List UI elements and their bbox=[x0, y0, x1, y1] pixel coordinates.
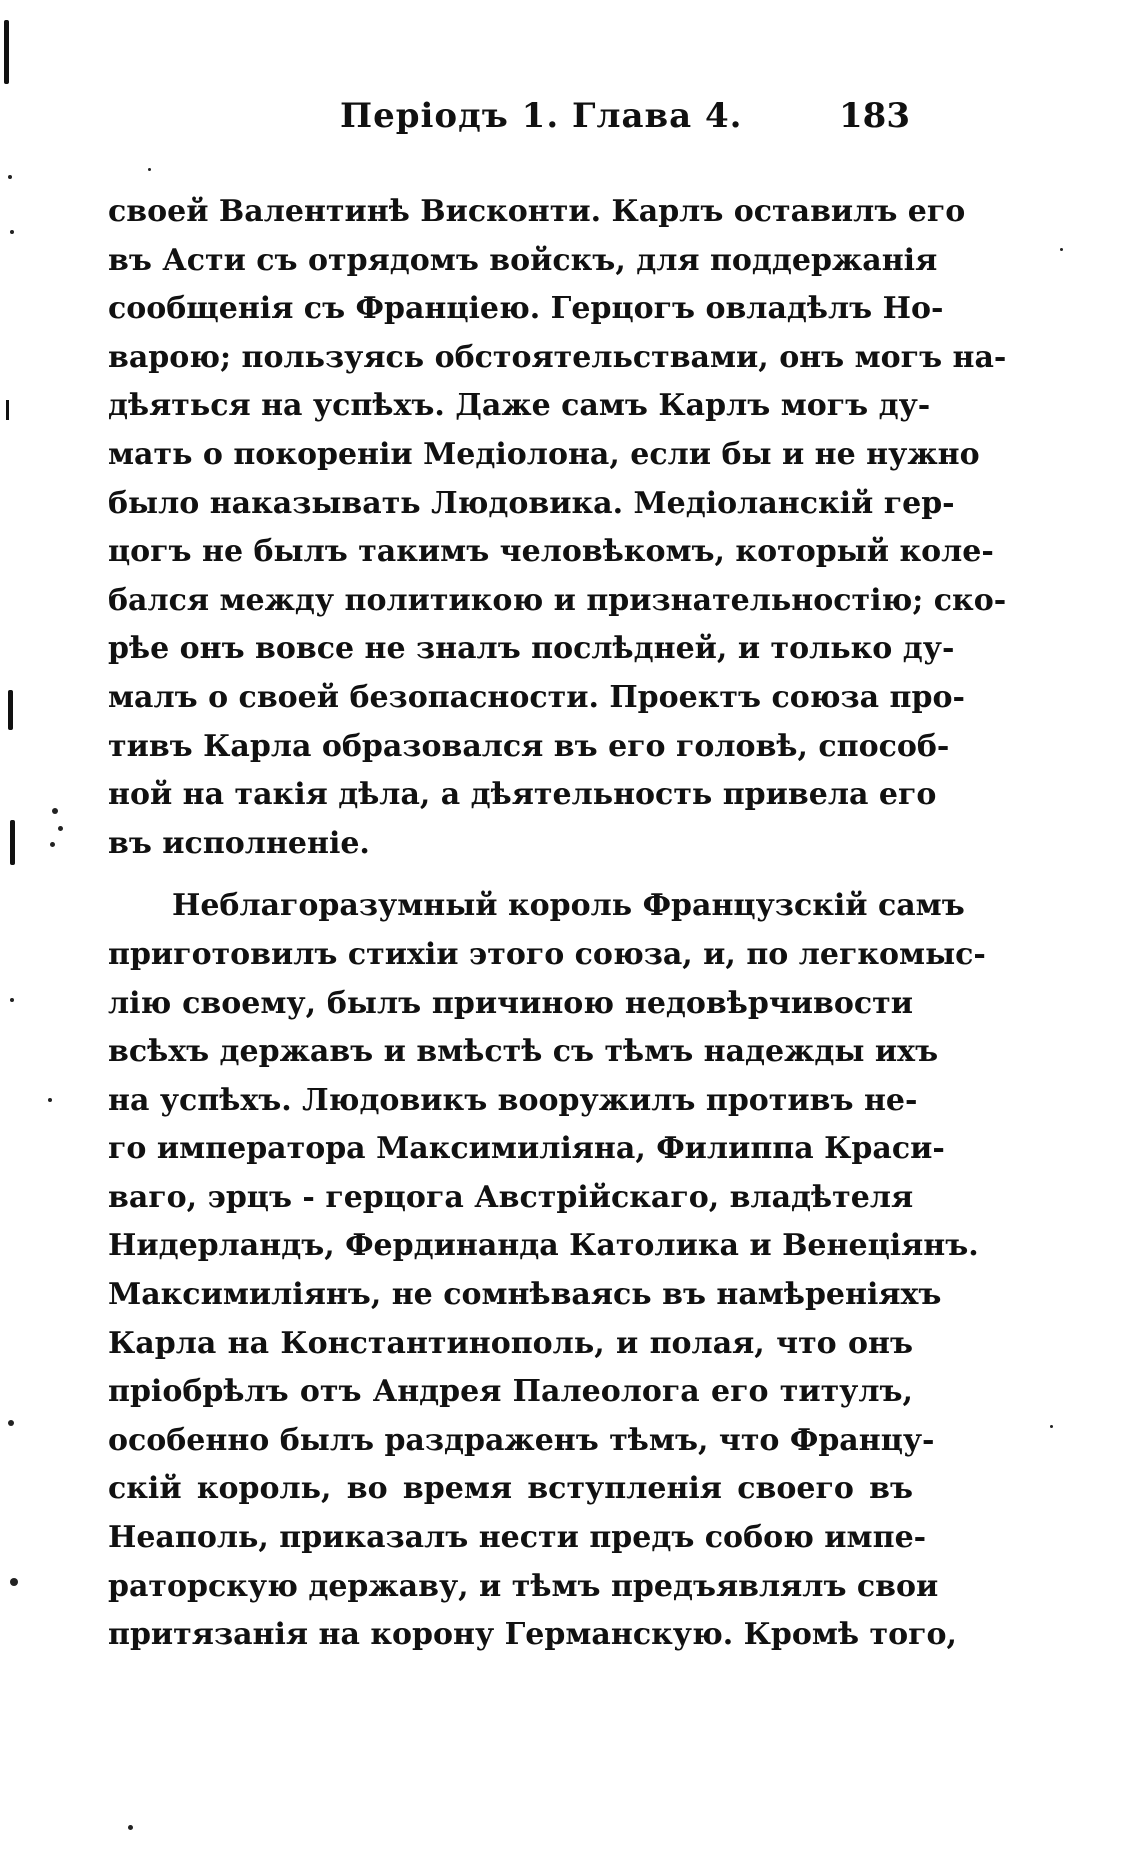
scan-speck bbox=[148, 168, 151, 171]
text-line: ваго, эрцъ - герцога Австрійскаго, владѣтеля bbox=[108, 1179, 914, 1215]
scan-speck bbox=[1050, 1425, 1053, 1428]
text-line: было наказывать Людовика. Медіоланскій гер- bbox=[108, 485, 955, 521]
paragraph-1 bbox=[108, 188, 1007, 868]
text-line: раторскую державу, и тѣмъ предъявлялъ свои bbox=[108, 1568, 939, 1604]
scan-speck bbox=[52, 808, 58, 814]
text-line: го императора Максимиліяна, Филиппа Краси- bbox=[108, 1131, 945, 1167]
text-line: Неблагоразумный король Французскій самъ bbox=[172, 888, 965, 924]
text-line: пріобрѣлъ отъ Андрея Палеолога его титулъ, bbox=[108, 1374, 913, 1410]
scan-edge-mark bbox=[6, 400, 9, 420]
scan-speck bbox=[128, 1825, 133, 1830]
paragraph-gap bbox=[108, 868, 913, 882]
paragraph-2 bbox=[108, 882, 986, 1660]
text-line: въ исполненіе. bbox=[108, 825, 370, 861]
scan-edge-mark bbox=[4, 20, 9, 84]
text-line: Карла на Константинополь, и полая, что онъ bbox=[108, 1325, 913, 1361]
scan-edge-mark bbox=[8, 690, 13, 730]
text-line: въ Асти съ отрядомъ войскъ, для поддержанія bbox=[108, 242, 938, 278]
text-line: тивъ Карла образовался въ его головѣ, способ- bbox=[108, 728, 950, 764]
text-line: дѣяться на успѣхъ. Даже самъ Карлъ могъ ду- bbox=[108, 388, 931, 424]
page-header bbox=[340, 96, 910, 156]
scan-speck bbox=[10, 1578, 18, 1586]
page-number: 183 bbox=[839, 96, 910, 136]
scan-speck bbox=[48, 1098, 52, 1102]
scan-speck bbox=[50, 842, 55, 847]
text-line: всѣхъ державъ и вмѣстѣ съ тѣмъ надежды ихъ bbox=[108, 1034, 939, 1070]
text-line: цогъ не былъ такимъ человѣкомъ, который коле- bbox=[108, 534, 994, 570]
body-text bbox=[108, 188, 1007, 1660]
text-line: своей Валентинѣ Висконти. Карлъ оставилъ его bbox=[108, 194, 966, 229]
text-line: особенно былъ раздраженъ тѣмъ, что Францу- bbox=[108, 1422, 935, 1458]
scan-speck bbox=[58, 826, 63, 831]
text-line: приготовилъ стихіи этого союза, и, по легкомыс- bbox=[108, 936, 986, 972]
scan-edge-mark bbox=[10, 820, 15, 865]
running-head: Періодъ 1. Глава 4. bbox=[340, 96, 743, 136]
text-line: сообщенія съ Франціею. Герцогъ овладѣлъ Но- bbox=[108, 291, 944, 327]
text-line: варою; пользуясь обстоятельствами, онъ могъ на- bbox=[108, 339, 1007, 375]
scan-speck bbox=[8, 175, 12, 179]
text-line: малъ о своей безопасности. Проектъ союза про- bbox=[108, 679, 965, 715]
text-line: Неаполь, приказалъ нести предъ собою импе- bbox=[108, 1520, 927, 1556]
scan-speck bbox=[1060, 248, 1063, 251]
text-line: лію своему, былъ причиною недовѣрчивости bbox=[108, 985, 913, 1021]
text-line: на успѣхъ. Людовикъ вооружилъ противъ не- bbox=[108, 1082, 918, 1118]
scan-speck bbox=[10, 230, 14, 234]
text-line: Нидерландъ, Фердинанда Католика и Венеціянъ. bbox=[108, 1228, 979, 1264]
scan-speck bbox=[10, 998, 14, 1002]
text-line: бался между политикою и признательностію; ско- bbox=[108, 582, 1007, 618]
text-line: притязанія на корону Германскую. Кромѣ того, bbox=[108, 1617, 957, 1653]
text-line: ной на такія дѣла, а дѣятельность привела его bbox=[108, 777, 937, 813]
text-line: скій король, во время вступленія своего въ bbox=[108, 1471, 913, 1507]
text-line: рѣе онъ вовсе не зналъ послѣдней, и только ду- bbox=[108, 631, 955, 667]
scan-speck bbox=[8, 1420, 14, 1426]
text-line: Максимиліянъ, не сомнѣваясь въ намѣреніяхъ bbox=[108, 1277, 942, 1313]
text-line: мать о покореніи Медіолона, если бы и не нужно bbox=[108, 436, 980, 472]
